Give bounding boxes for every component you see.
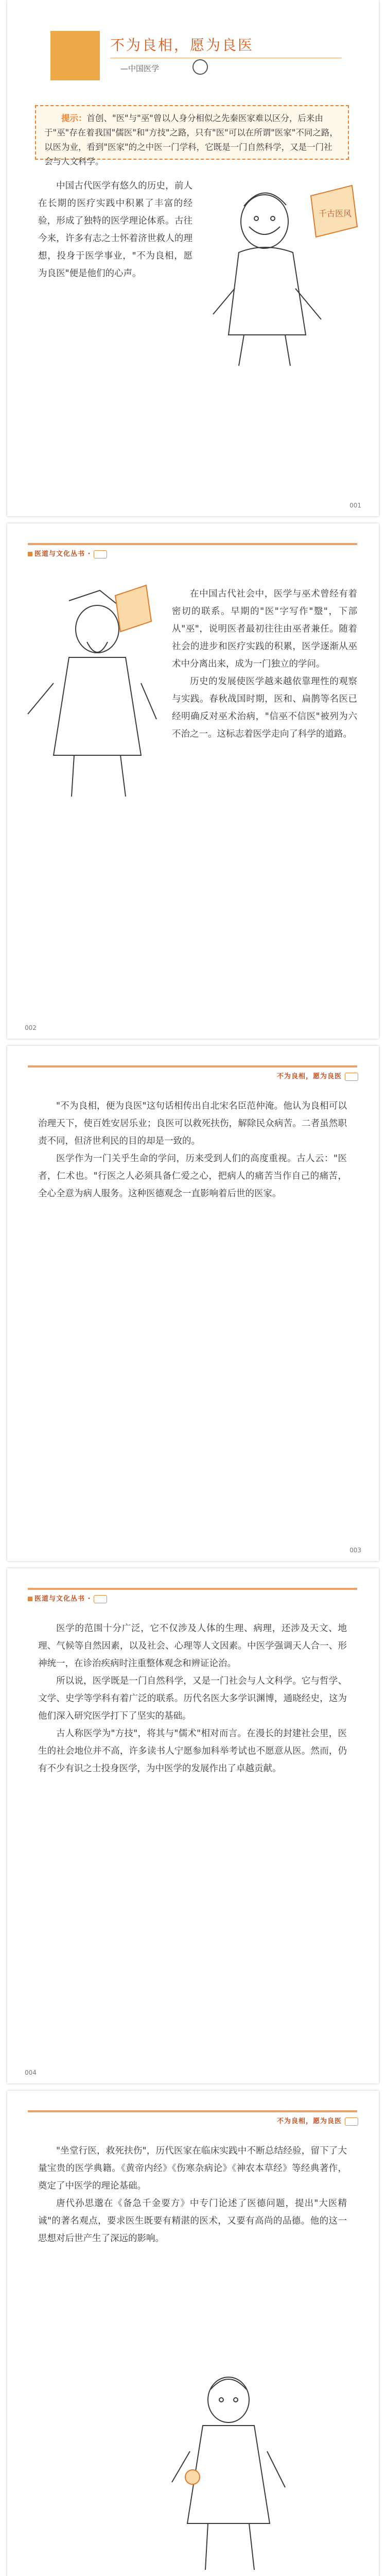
paragraph: 医学作为一门关乎生命的学问，历来受到人们的高度重视。古人云："医者，仁术也。"行医之人必须具备仁爱之心，把病人的痛苦当作自己的痛苦，全心全意为病人服务。这种医德观念一直影响着后世的医家。 [38, 1154, 347, 1199]
paragraph: "坐堂行医，救死扶伤"，历代医家在临床实践中不断总结经验，留下了大量宝贵的医学典籍。《黄帝内经》《伤寒杂病论》《神农本草经》等经典著作，奠定了中医学的理论基础。 [38, 2146, 347, 2191]
book-icon [94, 1595, 107, 1603]
page-number: 002 [25, 1024, 37, 1031]
page-number: 004 [25, 2069, 37, 2076]
running-head-text: 不为良相，愿为良医 [276, 1073, 342, 1080]
page-number: 001 [349, 502, 361, 509]
paragraph: "不为良相，便为良医"这句话相传出自北宋名臣范仲淹。他认为良相可以治理天下，使百姓安居乐业；良医可以救死扶伤，解除民众病苦。二者虽然职责不同，但济世利民的目的却是一致的。 [38, 1101, 347, 1146]
head-square [28, 1597, 32, 1601]
ancient-doctor-sketch [23, 580, 162, 802]
book-icon [94, 550, 107, 558]
page-number: 003 [349, 1547, 361, 1554]
running-head [28, 548, 107, 558]
running-head [28, 1593, 107, 1603]
chapter-logo-icon [192, 59, 208, 75]
page-text [38, 1620, 347, 1777]
page-1 [7, 0, 379, 516]
paragraph: 医学的范围十分广泛，它不仅涉及人体的生理、病理，还涉及天文、地理、气候等自然因素，以及社会、心理等人文因素。中医学强调天人合一、形神统一，在诊治疾病时注重整体观念和辨证论治。 [38, 1623, 347, 1669]
page-4 [7, 1568, 379, 2083]
page-text [38, 1097, 347, 1202]
running-head [277, 2115, 358, 2126]
physician-sketch [162, 2359, 295, 2575]
note-tag: 提示： [61, 113, 87, 123]
page-text [38, 2142, 347, 2247]
note-text: 首创、"医"与"巫"曾以人身分相似之先秦医家难以区分，后来由于"巫"存在着我国"儒医"和"方技"之路，只有"医"可以在所谓"医家"不同之路，以医为业，看到"医家"的之中医一门学科，它既是一门自然科学，又是一门社会与人文科学。 [44, 113, 338, 166]
running-head-text: 医道与文化丛书 · [34, 550, 91, 558]
page-5 [7, 2091, 379, 2576]
paragraph: 古人称医学为"方技"，将其与"儒术"相对而言。在漫长的封建社会里，医生的社会地位并不高，许多读书人宁愿参加科举考试也不愿意从医。然而，仍有不少有识之士投身医学，为中医学的发展作出了卓越贡献。 [38, 1728, 347, 1774]
page-3 [7, 1046, 379, 1561]
paragraph: 中国古代医学有悠久的历史，前人在长期的医疗实践中积累了丰富的经验，形成了独特的医学理论体系。古往今来，许多有志之士怀着济世救人的理想，投身于医学事业，"不为良相，愿为良医"便是他们的心声。 [38, 181, 192, 279]
paragraph: 在中国古代社会中，医学与巫术曾经有着密切的联系。早期的"医"字写作"毉"，下部从"巫"，说明医者最初往往由巫者兼任。随着社会的进步和医疗实践的积累，医学逐渐从巫术中分离出来，成为一门独立的学问。 [172, 589, 357, 669]
banner-label: 千古医风 [319, 209, 352, 218]
illustration-scholar-figure [203, 165, 362, 376]
header-bar [28, 543, 357, 545]
header-bar [28, 1065, 357, 1067]
note-box [35, 105, 349, 166]
page-text [172, 585, 357, 743]
illustration-physician-figure [162, 2359, 295, 2575]
paragraph: 历史的发展使医学越来越依靠理性的观察与实践。春秋战国时期，医和、扁鹊等名医已经明确反对巫术治病，"信巫不信医"被列为六不治之一。这标志着医学走向了科学的道路。 [172, 676, 357, 739]
book-icon [345, 1073, 358, 1081]
book-icon [345, 2117, 358, 2126]
chapter-subtitle: —中国医学 [120, 64, 160, 73]
header-bar [28, 1588, 357, 1590]
page-text [38, 177, 192, 282]
chapter-ornament [50, 31, 100, 80]
scholar-sketch [203, 165, 362, 376]
page-2 [7, 523, 379, 1039]
running-head-text: 不为良相，愿为良医 [276, 2117, 342, 2125]
illustration-ancient-doctor [23, 580, 162, 802]
paragraph: 所以说，医学既是一门自然科学，又是一门社会与人文科学。它与哲学、文学、史学等学科有着广泛的联系。历代名医大多学识渊博，通晓经史，这为他们深入研究医学打下了坚实的基础。 [38, 1676, 347, 1721]
head-square [28, 552, 32, 556]
running-head [277, 1071, 358, 1081]
running-head-text: 医道与文化丛书 · [34, 1595, 91, 1603]
header-bar [28, 2110, 357, 2112]
chapter-title: 不为良相，愿为良医 [110, 37, 254, 54]
paragraph: 唐代孙思邈在《备急千金要方》中专门论述了医德问题，提出"大医精诚"的著名观点，要求医生既要有精湛的医术，又要有高尚的品德。他的这一思想对后世产生了深远的影响。 [38, 2198, 347, 2244]
